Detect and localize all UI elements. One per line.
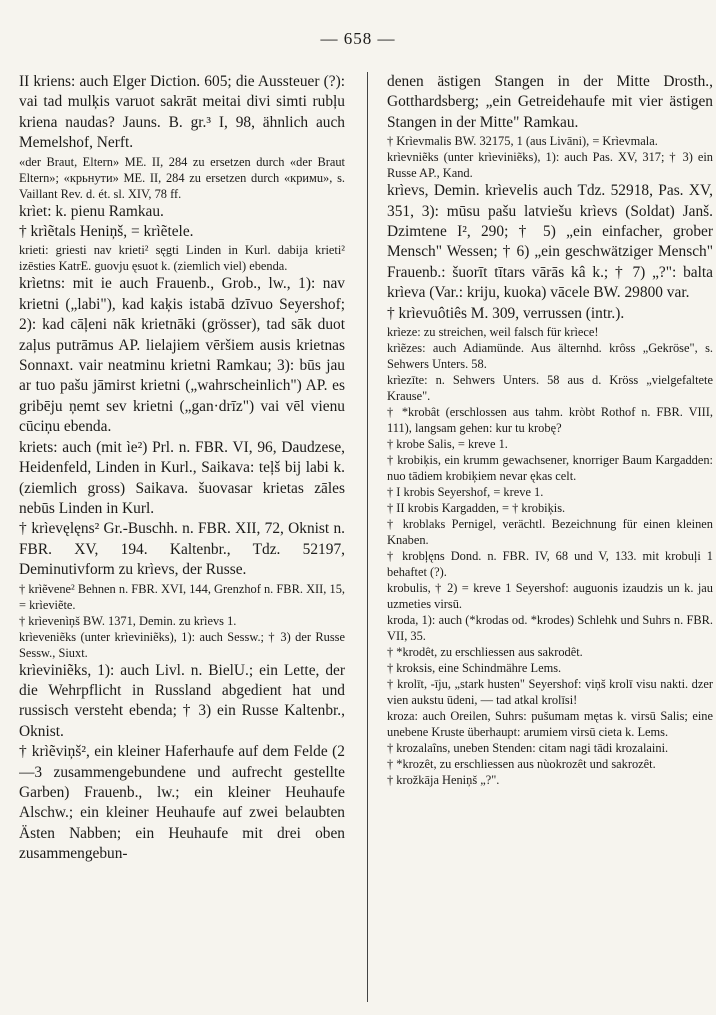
dictionary-entry: krìeveniẽks (unter krìeviniẽks), 1): auch Sessw.; † 3) der Russe Sessw., Siuxt. — [19, 629, 345, 660]
page-number: — 658 — — [320, 29, 396, 48]
dictionary-entry: † Krìevmalis BW. 32175, 1 (aus Livāni), = Krìevmala. — [387, 134, 658, 149]
dictionary-entry: krìezīte: n. Sehwers Unters. 58 aus d. Kröss „vielgefaltete Krause". — [387, 373, 713, 404]
dictionary-entry: krìet: k. pienu Ramkau. — [19, 202, 164, 220]
dictionary-entry: † krobiķis, ein krumm gewachsener, knorriger Baum Kargadden: nuo tādiem krobiķiem nevar ękas celt. — [387, 453, 713, 484]
dictionary-entry: † krobļęns Dond. n. FBR. IV, 68 und V, 133. mit krobuļi 1 behaftet (?). — [387, 549, 713, 580]
dictionary-entry: † kroksis, eine Schindmähre Lems. — [387, 661, 562, 676]
dictionary-entry: † krožkāja Heniņš „?". — [387, 773, 500, 788]
dictionary-entry: † krìẽviņš², ein kleiner Haferhaufe auf dem Felde (2—3 zusammengebundene und aufrecht gestellte Garben) Frauenb., lw.; ein kleiner Heuhaufe Alschw.; ein kleiner Heuhaufe auf zwei belaubten Ästen Nabben; ein Heuhaufe mit drei oben zusammengebun- — [19, 743, 345, 863]
dictionary-entry: † krìẽvene² Behnen n. FBR. XVI, 144, Grenzhof n. FBR. XII, 15, = krìeviẽte. — [19, 581, 345, 612]
dictionary-entry: II kriens: auch Elger Diction. 605; die Aussteuer (?): vai tad mulķis varuot sakrāt meitai divi simti rubļu kriena naudas? Jauns. B. gr.³ I, 98, ähnlich auch Memelshof, Nerft. — [19, 73, 345, 152]
dictionary-entry: † krozalaîns, uneben Stenden: citam nagi tādi krozalaini. — [387, 741, 669, 756]
right-column — [387, 72, 713, 1002]
dictionary-entry: † II krobis Kargadden, = † krobiķis. — [387, 501, 566, 516]
dictionary-entry: † *krozêt, zu erschliessen aus nùokrozêt und sakrozêt. — [387, 757, 656, 772]
dictionary-entry: † krìevenìņš BW. 1371, Demin. zu krìevs 1. — [19, 613, 237, 628]
dictionary-entry: † krìẽtals Heniņš, = krìẽtele. — [19, 223, 194, 241]
dictionary-entry: «der Braut, Eltern» ME. II, 284 zu ersetzen durch «der Braut Eltern»; «крьнути» ME. II, 284 zu ersetzen durch «кpимu», s. Vaillant Rev. d. ét. sl. XIV, 78 ff. — [19, 154, 345, 201]
left-column — [19, 72, 345, 1002]
dictionary-entry: denen ästigen Stangen in der Mitte Drosth., Gotthardsberg; „ein Getreidehaufe mit vier ästigen Stangen in der Mitte" Ramkau. — [387, 73, 713, 131]
dictionary-entry: † krobe Salis, = kreve 1. — [387, 437, 508, 452]
dictionary-entry: † I krobis Seyershof, = kreve 1. — [387, 485, 544, 500]
dictionary-entry: kroda, 1): auch (*krodas od. *krodes) Schlehk und Suhrs n. FBR. VII, 35. — [387, 613, 713, 644]
dictionary-entry: krieti: griesti nav krieti² sęgti Linden in Kurl. dabija krieti² izēsties KatrE. guovju ęsuot k. (ziemlich viel) ebenda. — [19, 243, 345, 274]
dictionary-entry: † *krobât (erschlossen aus tahm. kròbt Rothof n. FBR. VIII, 111), langsam gehen: kur tu krobę? — [387, 405, 713, 436]
dictionary-entry: † *krodêt, zu erschliessen aus sakrodêt. — [387, 645, 583, 660]
dictionary-entry: † kroblaks Pernigel, verächtl. Bezeichnung für einen kleinen Knaben. — [387, 517, 713, 548]
dictionary-entry: krìevs, Demin. krìevelis auch Tdz. 52918, Pas. XV, 351, 3): mūsu pašu latviešu krìevs (Soldat) Janš. Dzimtene I², 290; † 5) „ein einfacher, grober Mensch" Wessen; † 6) „ein geschwätziger Mensch" Frauenb.: šuorīt tītars vārās kâ k.; † 7) „?": balta krìeva (Var.: kriju, kuoka) vācele BW. 29800 var. — [387, 182, 713, 302]
dictionary-entry: † krìevuôtiês M. 309, verrussen (intr.). — [387, 304, 625, 322]
dictionary-entry: krìeviniẽks, 1): auch Livl. n. BielU.; ein Lette, der die Wehrpflicht in Russland abgedient hat und russisch versteht ebenda; † 3) ein Russe Kaltenbr., Oknist. — [19, 661, 345, 740]
dictionary-entry: kroza: auch Oreilen, Suhrs: pušumam mętas k. virsū Salis; eine unebene Kruste überhaupt: arumiem virsū cieta k. Lems. — [387, 709, 713, 740]
dictionary-entry: kriets: auch (mit ìe²) Prl. n. FBR. VI, 96, Daudzese, Heidenfeld, Linden in Kurl., Saikava: teļš bij labi k. (ziemlich gross) Saikava. šuovasar krietas zāles nebūs Linden in Kurl. — [19, 438, 345, 517]
dictionary-entry: krìeze: zu streichen, weil falsch für krìece! — [387, 325, 599, 340]
dictionary-entry: krìetns: mit ie auch Frauenb., Grob., lw., 1): nav krietni („labi"), kad kaķis istabā dzīvuo Seyershof; 2): kad cāļeni nāk krietnāki (grösser), tad sāk duot zaļus putrāmus AP. lielajiem vēršiem ausis krietnas Sonnaxt. vair neatminu krietni Ramkau; 3): būs jau ar tuo pašu jāmirst krietni („wahrscheinlich") AP. es gribēju ņemt sev krietni („gan·drīz") vai vēl vienu cūciņu ebenda. — [19, 275, 345, 436]
dictionary-entry: krobulis, † 2) = kreve 1 Seyershof: auguonis izaudzis un k. jau uzmeties virsū. — [387, 581, 713, 612]
dictionary-entry: krìẽzes: auch Adiamünde. Aus älternhd. krôss „Gekröse", s. Sehwers Unters. 58. — [387, 341, 713, 372]
column-divider — [367, 72, 368, 1002]
dictionary-entry: † krolīt, -īju, „stark husten" Seyershof: viņš krolī visu nakti. dzer vien aukstu ūdeni, — tad atkal krolīsi! — [387, 677, 713, 708]
dictionary-entry: krìevniẽks (unter krìeviniẽks), 1): auch Pas. XV, 317; † 3) ein Russe AP., Kand. — [387, 150, 713, 181]
dictionary-entry: † krìevęlęns² Gr.-Buschh. n. FBR. XII, 72, Oknist n. FBR. XV, 194. Kaltenbr., Tdz. 52197, Deminutivform zu krìevs, der Russe. — [19, 520, 345, 579]
